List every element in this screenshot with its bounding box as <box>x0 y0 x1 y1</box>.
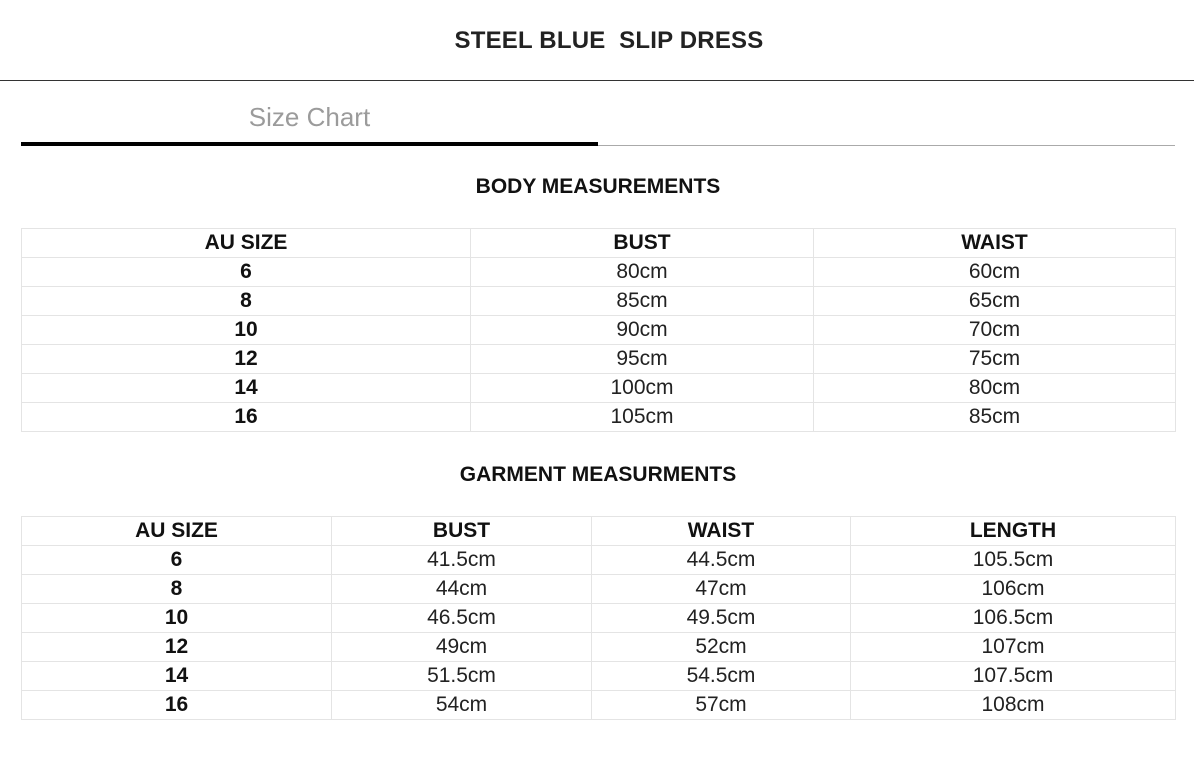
garment-measurements-heading: GARMENT MEASURMENTS <box>459 463 737 486</box>
table-row <box>22 258 1176 287</box>
column-header-au-size: AU SIZE <box>22 517 332 546</box>
size-cell: 12 <box>22 633 332 662</box>
active-tab-indicator <box>21 142 598 146</box>
waist-cell: 54.5cm <box>592 662 851 691</box>
waist-cell: 65cm <box>814 287 1176 316</box>
table-header-row <box>22 229 1176 258</box>
bust-cell: 44cm <box>332 575 592 604</box>
bust-cell: 100cm <box>471 374 814 403</box>
bust-cell: 85cm <box>471 287 814 316</box>
table-row <box>22 374 1176 403</box>
length-cell: 107cm <box>851 633 1176 662</box>
size-cell: 8 <box>22 287 471 316</box>
size-cell: 14 <box>22 662 332 691</box>
bust-cell: 46.5cm <box>332 604 592 633</box>
table-row <box>22 575 1176 604</box>
table-row <box>22 662 1176 691</box>
length-cell: 106cm <box>851 575 1176 604</box>
waist-cell: 70cm <box>814 316 1176 345</box>
table-row <box>22 316 1176 345</box>
table-row <box>22 403 1176 432</box>
size-cell: 10 <box>22 316 471 345</box>
table-row <box>22 345 1176 374</box>
column-header-bust: BUST <box>332 517 592 546</box>
tab-bar-divider <box>598 145 1175 146</box>
size-cell: 16 <box>22 691 332 720</box>
waist-cell: 47cm <box>592 575 851 604</box>
bust-cell: 95cm <box>471 345 814 374</box>
bust-cell: 80cm <box>471 258 814 287</box>
waist-cell: 75cm <box>814 345 1176 374</box>
table-row <box>22 287 1176 316</box>
bust-cell: 105cm <box>471 403 814 432</box>
bust-cell: 49cm <box>332 633 592 662</box>
column-header-waist: WAIST <box>814 229 1176 258</box>
garment-measurements-table <box>21 516 1176 720</box>
waist-cell: 57cm <box>592 691 851 720</box>
column-header-bust: BUST <box>471 229 814 258</box>
body-measurements-table <box>21 228 1176 432</box>
waist-cell: 49.5cm <box>592 604 851 633</box>
bust-cell: 54cm <box>332 691 592 720</box>
size-cell: 12 <box>22 345 471 374</box>
waist-cell: 80cm <box>814 374 1176 403</box>
size-cell: 8 <box>22 575 332 604</box>
column-header-waist: WAIST <box>592 517 851 546</box>
size-cell: 14 <box>22 374 471 403</box>
length-cell: 105.5cm <box>851 546 1176 575</box>
table-header-row <box>22 517 1176 546</box>
table-row <box>22 604 1176 633</box>
length-cell: 108cm <box>851 691 1176 720</box>
size-cell: 16 <box>22 403 471 432</box>
column-header-au-size: AU SIZE <box>22 229 471 258</box>
bust-cell: 90cm <box>471 316 814 345</box>
product-title: STEEL BLUE SLIP DRESS <box>454 27 764 54</box>
body-measurements-heading: BODY MEASUREMENTS <box>475 175 721 198</box>
bust-cell: 41.5cm <box>332 546 592 575</box>
waist-cell: 60cm <box>814 258 1176 287</box>
size-cell: 10 <box>22 604 332 633</box>
column-header-length: LENGTH <box>851 517 1176 546</box>
length-cell: 106.5cm <box>851 604 1176 633</box>
table-row <box>22 546 1176 575</box>
table-row <box>22 633 1176 662</box>
size-cell: 6 <box>22 546 332 575</box>
waist-cell: 85cm <box>814 403 1176 432</box>
product-header <box>0 0 1194 81</box>
table-row <box>22 691 1176 720</box>
size-cell: 6 <box>22 258 471 287</box>
waist-cell: 52cm <box>592 633 851 662</box>
tab-bar <box>21 100 1175 146</box>
bust-cell: 51.5cm <box>332 662 592 691</box>
length-cell: 107.5cm <box>851 662 1176 691</box>
tab-size-chart[interactable]: Size Chart <box>248 102 371 132</box>
waist-cell: 44.5cm <box>592 546 851 575</box>
